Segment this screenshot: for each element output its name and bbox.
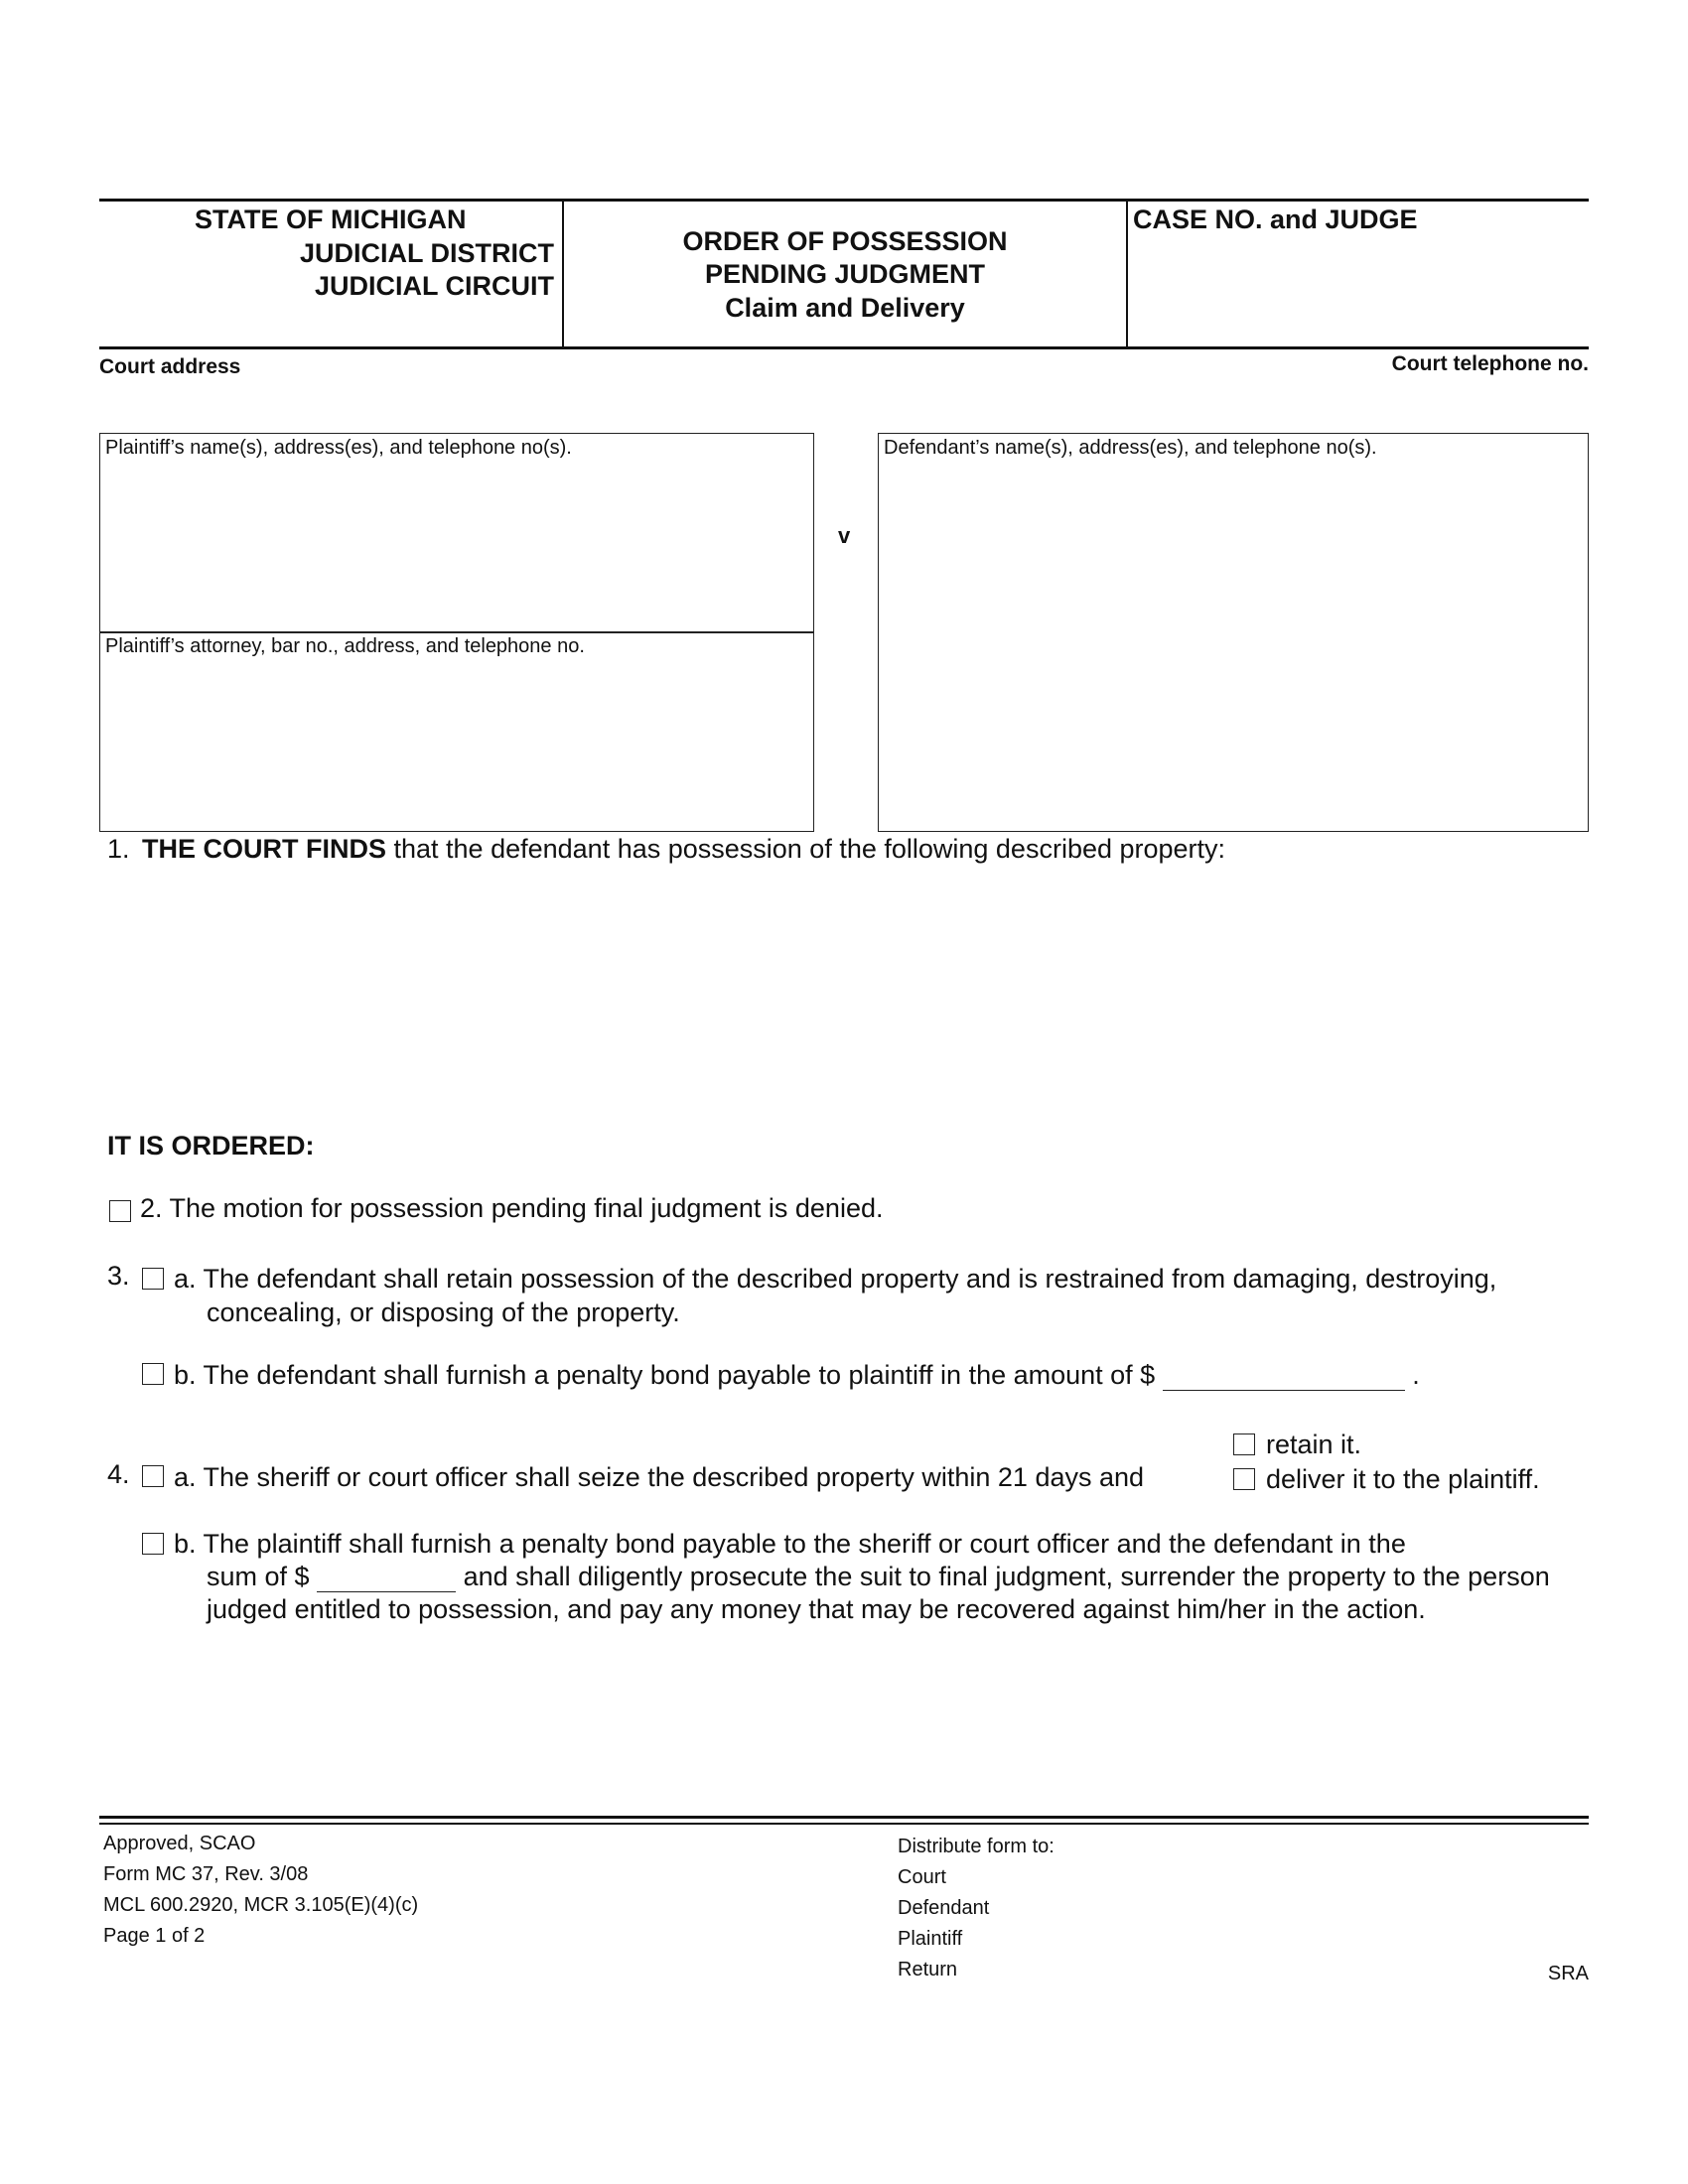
form-title-line1: ORDER OF POSSESSION [682,226,1008,256]
approved-label: Approved, SCAO [103,1833,256,1854]
item4b-text-line2 [207,1562,1550,1592]
item3a-checkbox[interactable] [142,1268,164,1290]
court-telephone-label: Court telephone no. [1391,352,1589,375]
findings-number: 1. [107,834,130,864]
item4b-sum-field[interactable] [317,1566,456,1592]
distribute-return: Return [898,1959,958,1980]
footer-left [103,1829,418,1952]
versus-label: v [838,523,851,548]
item2-checkbox[interactable] [109,1200,131,1222]
deliver-to-plaintiff-checkbox[interactable] [1233,1468,1255,1490]
plaintiff-label: Plaintiff’s name(s), address(es), and telephone no(s). [105,437,572,459]
retain-it-checkbox[interactable] [1233,1433,1255,1455]
distribute-label: Distribute form to: [898,1836,1055,1857]
ordered-heading: IT IS ORDERED: [107,1131,315,1160]
retain-it-label: retain it. [1266,1430,1362,1459]
header-top-rule [99,199,1589,202]
header-divider-right [1126,201,1128,347]
judicial-circuit-label: JUDICIAL CIRCUIT [314,271,554,301]
item2-text: 2. The motion for possession pending final judgment is denied. [140,1193,884,1223]
item4b-sum-label: sum of $ [207,1562,310,1591]
item3b-text [174,1360,1420,1391]
form-title-line3: Claim and Delivery [725,293,965,323]
plaintiff-attorney-label: Plaintiff’s attorney, bar no., address, and telephone no. [105,635,585,657]
findings-text: that the defendant has possession of the following described property: [386,834,1226,864]
deliver-to-plaintiff-label: deliver it to the plaintiff. [1266,1464,1540,1494]
defendant-box[interactable] [878,433,1589,832]
sra-code: SRA [1547,1963,1589,1984]
item3a-text-line1: a. The defendant shall retain possession of the described property and is restrained from damaging, destroying, [174,1264,1497,1294]
plaintiff-box[interactable] [99,433,814,633]
item4b-text-line1: b. The plaintiff shall furnish a penalty bond payable to the sheriff or court officer and the defendant in the [174,1529,1406,1559]
item4b-text-line3: judged entitled to possession, and pay any money that may be recovered against him/her in the action. [207,1594,1426,1624]
item3a-text-line2: concealing, or disposing of the property. [207,1297,680,1327]
findings-statement [142,834,1225,865]
item3b-text-end: . [1412,1360,1420,1390]
item4a-checkbox[interactable] [142,1465,164,1487]
item3-number: 3. [107,1261,130,1291]
item3b-checkbox[interactable] [142,1363,164,1385]
footer-rule-thin [99,1823,1589,1825]
court-address-label: Court address [99,355,241,378]
statute-reference: MCL 600.2920, MCR 3.105(E)(4)(c) [103,1894,419,1916]
distribute-plaintiff: Plaintiff [898,1928,963,1950]
item3b-text-main: b. The defendant shall furnish a penalty bond payable to plaintiff in the amount of $ [174,1360,1156,1390]
plaintiff-attorney-box[interactable] [99,631,814,832]
item4b-text-line2-rest: and shall diligently prosecute the suit to final judgment, surrender the property to the person [463,1562,1550,1591]
defendant-label: Defendant’s name(s), address(es), and telephone no(s). [884,437,1377,459]
distribute-court: Court [898,1866,946,1888]
header-bottom-rule [99,346,1589,349]
footer-rule-thick [99,1816,1589,1819]
case-no-label: CASE NO. and JUDGE [1133,205,1418,234]
form-title-line2: PENDING JUDGMENT [704,259,986,289]
item4-number: 4. [107,1459,130,1489]
item4a-text: a. The sheriff or court officer shall seize the described property within 21 days and [174,1462,1145,1492]
form-number: Form MC 37, Rev. 3/08 [103,1863,309,1885]
page-number: Page 1 of 2 [103,1925,206,1947]
state-name: STATE OF MICHIGAN [195,205,467,234]
item4b-checkbox[interactable] [142,1533,164,1555]
distribution-list [898,1832,1055,1985]
distribute-defendant: Defendant [898,1897,990,1919]
item3b-amount-field[interactable] [1163,1364,1405,1391]
findings-bold: THE COURT FINDS [142,834,386,864]
judicial-district-label: JUDICIAL DISTRICT [299,238,554,268]
